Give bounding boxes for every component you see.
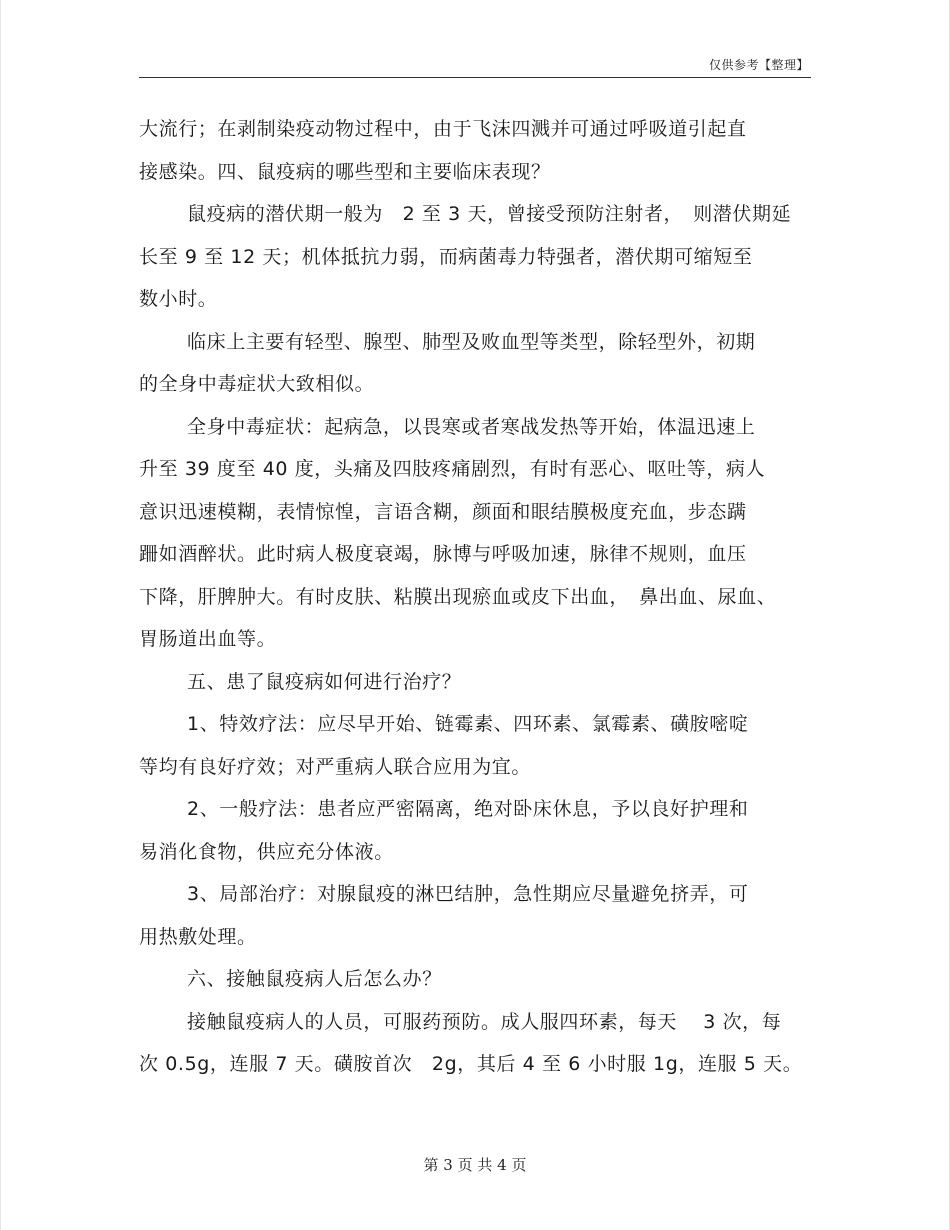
text-line: 易消化食物，供应充分体液。 [139,840,394,863]
text-line: 临床上主要有轻型、腺型、肺型及败血型等类型，除轻型外，初期 [187,330,756,353]
text-line: 意识迅速模糊，表情惊惶，言语含糊，颜面和眼结膜极度充血，步态蹒 [139,500,747,523]
text-line: 次 0.5g，连服 7 天。磺胺首次 2g，其后 4 至 6 小时服 1g，连服 5 天。 [139,1053,803,1075]
text-line: 接感染。四、鼠疫病的哪些型和主要临床表现？ [139,160,551,183]
text-line: 长至 9 至 12 天；机体抵抗力弱，而病菌毒力特强者，潜伏期可缩短至 [139,245,753,268]
text-line: 全身中毒症状：起病急，以畏寒或者寒战发热等开始，体温迅速上 [187,415,756,438]
text-line: 接触鼠疫病人的人员，可服药预防。成人服四环素，每天 3 次，每 [187,1010,782,1033]
text-line: 跚如酒醉状。此时病人极度衰竭，脉博与呼吸加速，脉律不规则，血压 [139,543,747,565]
header-divider [139,77,811,78]
text-line: 1、特效疗法：应尽早开始、链霉素、四环素、氯霉素、磺胺嘧啶 [187,713,749,735]
section-heading: 五、患了鼠疫病如何进行治疗？ [187,670,462,693]
section-heading: 六、接触鼠疫病人后怎么办？ [187,968,442,990]
text-line: 数小时。 [139,288,218,310]
text-line: 鼠疫病的潜伏期一般为 2 至 3 天，曾接受预防注射者， 则潜伏期延 [187,203,792,225]
text-line: 等均有良好疗效；对严重病人联合应用为宜。 [139,755,532,778]
text-line: 升至 39 度至 40 度，头痛及四肢疼痛剧烈，有时有恶心、呕吐等，病人 [139,458,766,480]
text-line: 下降，肝脾肿大。有时皮肤、粘膜出现瘀血或皮下出血， 鼻出血、尿血、 [139,585,777,608]
page-number: 第 3 页 共 4 页 [423,1156,527,1174]
text-line: 胃肠道出血等。 [139,628,277,650]
text-line: 2、一般疗法：患者应严密隔离，绝对卧床休息，予以良好护理和 [187,798,749,820]
text-line: 用热敷处理。 [139,925,257,948]
body-text [139,108,814,1086]
header-note: 仅供参考【整理】 [708,58,809,72]
text-line: 大流行；在剥制染疫动物过程中，由于飞沫四溅并可通过呼吸道引起直 [139,118,747,140]
text-line: 的全身中毒症状大致相似。 [139,373,375,395]
text-line: 3、局部治疗：对腺鼠疫的淋巴结肿，急性期应尽量避免挤弄，可 [187,883,749,905]
